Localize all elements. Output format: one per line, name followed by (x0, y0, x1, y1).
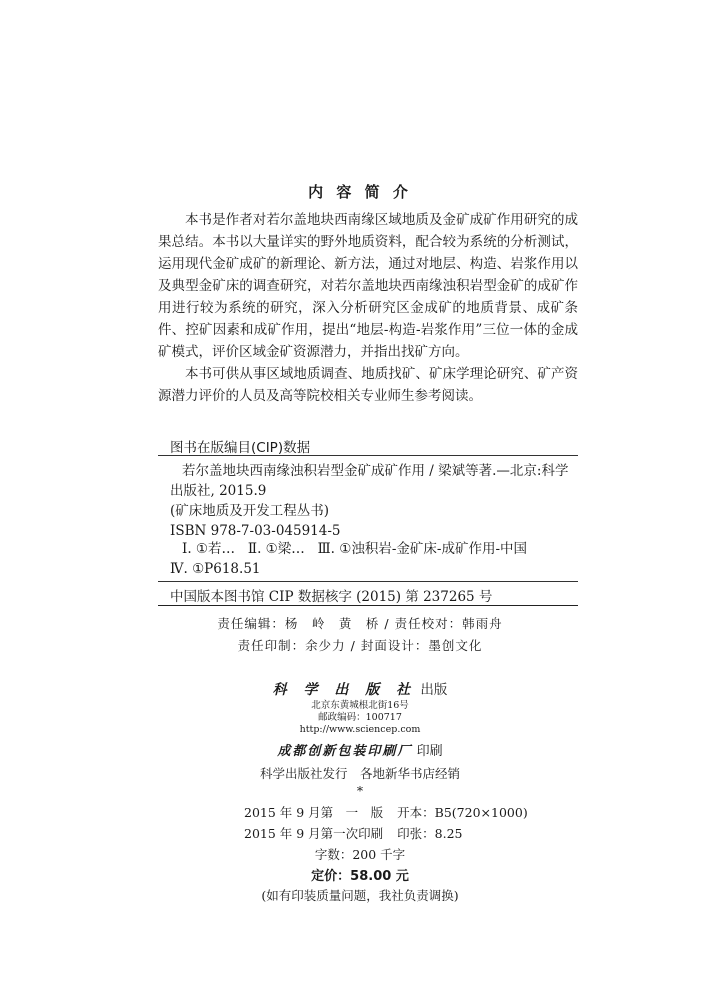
publisher-line (0, 678, 720, 699)
publisher-address: 北京东黄城根北街16号 (311, 700, 409, 711)
printing-label: 2015 年 9 月第一次印刷 (244, 826, 384, 841)
sheets-label: 印张：8.25 (397, 826, 463, 841)
printer-logo: 成都创新包装印刷厂 (277, 744, 413, 759)
word-count: 字数：200 千字 (314, 847, 406, 862)
price: 定价：58.00 元 (311, 869, 409, 884)
separator-star: * (356, 783, 364, 798)
printer-line (0, 740, 720, 759)
distribution-line: 科学出版社发行 各地新华书店经销 (259, 766, 460, 781)
printing-row (244, 824, 463, 842)
cip-mid-rule (158, 581, 578, 582)
edition-row (244, 803, 528, 821)
summary-paragraph-2: 本书可供从事区域地质调查、地质找矿、矿床学理论研究、矿产资源潜力评价的人员及高等院校相关专业师生参考阅读。 (158, 366, 578, 404)
cip-line-4: ISBN 978-7-03-045914-5 (170, 523, 341, 539)
cip-record (170, 461, 575, 541)
credits-line-1: 责任编辑：杨 岭 黄 桥 / 责任校对：韩雨舟 (217, 616, 503, 631)
cip-top-rule (158, 455, 578, 456)
summary-title: 内 容 简 介 (308, 183, 412, 201)
credits-line-2: 责任印制：余少力 / 封面设计：墨创文化 (237, 638, 483, 653)
edition-label: 2015 年 9 月第 一 版 (244, 805, 384, 820)
cip-line-3: (矿床地质及开发工程丛书) (170, 503, 330, 519)
summary-body (158, 209, 578, 407)
publisher-website: http://www.sciencep.com (299, 724, 421, 735)
cip-line-2: 出版社, 2015.9 (170, 483, 267, 499)
cip-line-1: 若尔盖地块西南缘浊积岩型金矿成矿作用 / 梁斌等著.—北京:科学 (182, 463, 569, 479)
quality-notice: (如有印装质量问题，我社负责调换) (261, 888, 459, 903)
format-label: 开本：B5(720×1000) (397, 805, 528, 820)
cip-number: 中国版本图书馆 CIP 数据核字 (2015) 第 237265 号 (170, 589, 493, 605)
summary-paragraph-1: 本书是作者对若尔盖地块西南缘区域地质及金矿成矿作用研究的成果总结。本书以大量详实的野外地质资料，配合较为系统的分析测试，运用现代金矿成矿的新理论、新方法，通过对地层、构造、岩浆作用以及典型金矿床的调查研究，对若尔盖地块西南缘浊积岩型金矿的成矿作用进行较为系统的研究，深入分析研究区金成矿的地质背景、成矿条件、控矿因素和成矿作用，提出“地层-构造-岩浆作用”三位一体的金成矿模式，评价区域金矿资源潜力，并指出找矿方向。 (158, 212, 578, 360)
cip-class-line-1: Ⅰ. ①若… Ⅱ. ①梁… Ⅲ. ①浊积岩-金矿床-成矿作用-中国 (182, 541, 528, 557)
cip-classification (170, 539, 527, 579)
cip-heading: 图书在版编目(CIP)数据 (170, 440, 311, 456)
publisher-postcode: 邮政编码：100717 (318, 712, 402, 723)
publisher-logo: 科 学 出 版 社 (272, 682, 417, 698)
publisher-suffix: 出版 (420, 682, 448, 698)
printer-suffix: 印刷 (416, 744, 443, 759)
cip-bottom-rule (158, 605, 578, 606)
cip-class-line-2: Ⅳ. ①P618.51 (170, 561, 261, 577)
